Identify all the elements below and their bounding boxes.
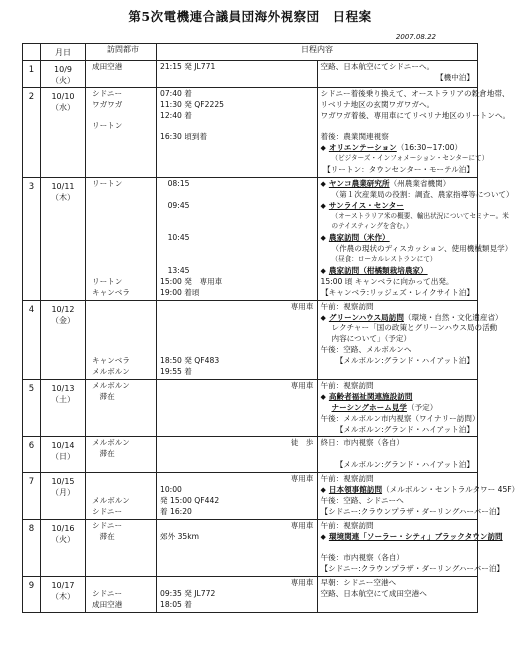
schedule-line: 【シドニー:クラウンプラザ・ダーリングハーバー泊】 (320, 564, 505, 574)
day-date (41, 87, 86, 177)
schedule-detail (317, 87, 511, 177)
schedule-line: 午後：メルボルン市内視察（ワイナリー訪問） (320, 413, 480, 423)
day-date (41, 473, 86, 520)
schedule-highlight: 高齢者福祉関連施設訪問 (328, 391, 413, 401)
date-line: 10/10 (51, 91, 75, 101)
city-line (92, 474, 153, 485)
city-line: リートン (92, 276, 123, 286)
time-line: 13:45 (160, 266, 190, 276)
time-line (160, 313, 314, 324)
time-transport (157, 519, 318, 576)
schedule-note: （環境・自然・文化遺産省） (403, 312, 503, 322)
city-line: メルボルン (92, 367, 130, 377)
day-date (41, 379, 86, 436)
date-line: （月） (51, 487, 75, 497)
date-line: 10/14 (51, 441, 75, 451)
schedule-line: 【機中泊】 (436, 72, 474, 82)
time-line: 18:50 発 QF483 (160, 356, 220, 366)
schedule-line (321, 143, 475, 154)
city-line (92, 313, 153, 324)
time-line: 11:30 発 QF2225 (160, 99, 224, 109)
time-line: 専用車 (290, 578, 314, 588)
city-line: 成田空港 (92, 599, 123, 609)
schedule-highlight: 農家訪問（柑橘類栽培農家） (328, 266, 428, 276)
schedule-line (321, 233, 475, 244)
time-line: 10:00 (160, 484, 182, 494)
header-no (23, 44, 41, 61)
city-line: メルボルン (92, 495, 130, 505)
visit-city (86, 519, 157, 576)
diamond-bullet-icon: ◆ (320, 201, 326, 210)
time-line: 16:30 頃到着 (160, 132, 208, 142)
schedule-detail (317, 61, 478, 88)
schedule-line: 午前：視察訪問 (320, 520, 374, 530)
time-line: 発 15:00 QF442 (160, 495, 220, 505)
schedule-line: 着後：農業関連視察 (320, 132, 389, 142)
day-row (23, 379, 478, 436)
visit-city (86, 61, 157, 88)
schedule-line: 空路、日本航空にてシドニーへ。 (320, 62, 435, 71)
time-line: 21:15 発 JL771 (160, 62, 216, 71)
schedule-line: （第１次産業局の役割：調査、農家指導等について） (331, 189, 514, 199)
city-line (92, 323, 153, 334)
schedule-line: 【キャンベラ:リッジェズ・レイクサイト泊】 (321, 287, 474, 297)
city-line: リートン (92, 121, 123, 131)
day-number: 7 (23, 473, 41, 520)
date-line: 10/17 (51, 581, 75, 591)
time-line: 09:45 (160, 200, 190, 210)
day-number: 3 (23, 177, 41, 300)
time-line: 07:40 着 (160, 88, 192, 98)
schedule-line: 終日：市内視察（各自） (320, 438, 405, 448)
schedule-line: ワガワガ着後、専用車にてリベリナ地区のリートンへ。 (320, 110, 511, 120)
schedule-note: （16:30~17:00） (396, 143, 463, 153)
schedule-line (321, 121, 475, 132)
time-line (160, 121, 314, 132)
city-line: ワガワガ (92, 99, 123, 109)
city-line (92, 201, 153, 212)
day-number: 2 (23, 87, 41, 177)
schedule-line (320, 312, 503, 324)
schedule-highlight: ナーシングホーム見学 (331, 402, 407, 412)
schedule-line: 【リートン：タウンセンター・モーテル泊】 (323, 165, 474, 175)
city-line (92, 485, 153, 496)
city-line (92, 233, 153, 244)
visit-city (86, 177, 157, 300)
schedule-line (321, 449, 475, 460)
city-line: リートン (92, 178, 123, 188)
schedule-line: 15:00 頃 キャンベラに向かって出発。 (320, 276, 454, 286)
day-date (41, 437, 86, 473)
schedule-line: レクチャー「国の政策とグリーンハウス局の活動 (331, 323, 498, 333)
city-line: キャンベラ (92, 287, 130, 297)
schedule-detail (317, 519, 505, 576)
schedule-line (321, 392, 475, 403)
date-line: （木） (51, 192, 75, 202)
city-line (92, 578, 153, 589)
date-line: 10/15 (51, 477, 75, 487)
date-line: （金） (51, 315, 75, 325)
day-date (41, 61, 86, 88)
schedule-line: （ビジターズ・インフォメーション・センターにて） (331, 154, 489, 163)
time-transport (157, 177, 318, 300)
date-line: 10/9 (54, 65, 72, 74)
time-transport (157, 61, 318, 88)
date-line: （火） (51, 534, 75, 544)
city-line (92, 244, 153, 255)
city-line (92, 334, 153, 345)
time-line: 10:45 (160, 233, 190, 243)
diamond-bullet-icon: ◆ (320, 144, 326, 153)
time-transport (157, 577, 318, 613)
schedule-line: 午前：視察訪問 (320, 301, 374, 311)
schedule-line (321, 179, 475, 190)
date-line: （土） (51, 394, 75, 404)
itinerary-table (22, 43, 519, 613)
schedule-line: 【メルボルン:グランド・ハイアット泊】 (335, 424, 474, 434)
time-line: 15:00 発 専用車 (160, 276, 223, 286)
time-line (160, 345, 314, 356)
city-line (92, 222, 153, 233)
diamond-bullet-icon: ◆ (320, 532, 326, 541)
time-line (160, 212, 314, 223)
schedule-line: 午前：視察訪問 (320, 474, 374, 484)
city-line: 成田空港 (92, 62, 123, 71)
schedule-line (321, 266, 475, 277)
schedule-line (321, 201, 475, 212)
time-line: 専用車 (290, 301, 314, 311)
city-line: 滞在 (92, 531, 115, 541)
header-day: 月日 (41, 44, 86, 61)
time-line (160, 255, 314, 266)
schedule-detail (317, 437, 478, 473)
schedule-detail (317, 177, 514, 300)
time-line: 08:15 (160, 178, 190, 188)
day-row (23, 577, 478, 613)
day-date (41, 177, 86, 300)
date-line: 10/12 (51, 304, 75, 314)
day-number: 4 (23, 300, 41, 379)
city-line: メルボルン (92, 438, 130, 448)
diamond-bullet-icon: ◆ (320, 313, 326, 322)
city-line: シドニー (92, 506, 123, 516)
city-line: 滞在 (92, 449, 115, 459)
date-line: （日） (51, 452, 75, 462)
date-line: 10/11 (51, 181, 75, 191)
day-row (23, 177, 478, 300)
city-line (92, 266, 153, 277)
city-line: キャンベラ (92, 356, 130, 366)
schedule-line: 【メルボルン:グランド・ハイアット泊】 (335, 460, 474, 470)
date-line: 10/13 (51, 383, 75, 393)
day-date (41, 519, 86, 576)
date-line: 10/16 (51, 523, 75, 533)
time-line: 19:00 着頃 (160, 287, 200, 297)
schedule-highlight: オリエンテーション (328, 143, 397, 153)
day-number: 8 (23, 519, 41, 576)
schedule-detail (317, 577, 478, 613)
time-transport (157, 87, 318, 177)
time-line: 専用車 (290, 520, 314, 530)
visit-city (86, 87, 157, 177)
time-line: 12:40 着 (160, 110, 192, 120)
city-line: 滞在 (92, 391, 115, 401)
diamond-bullet-icon: ◆ (320, 392, 326, 401)
schedule-line: リベリナ地区の玄関ワガワガへ。 (320, 99, 435, 109)
time-line: 着 16:20 (160, 506, 192, 516)
schedule-line (321, 542, 475, 553)
day-row (23, 473, 478, 520)
schedule-line (320, 531, 503, 543)
schedule-note: （予定） (406, 402, 438, 412)
schedule-highlight: サンライス・センター (328, 200, 404, 210)
time-line: 徒 歩 (290, 438, 314, 448)
schedule-line: 【シドニー:クラウンプラザ・ダーリングハーバー泊】 (320, 506, 505, 516)
time-line (160, 334, 314, 345)
date-line: （水） (51, 102, 75, 112)
day-date (41, 300, 86, 379)
schedule-line: 午前：視察訪問 (320, 380, 374, 390)
time-transport (157, 300, 318, 379)
diamond-bullet-icon: ◆ (320, 234, 326, 243)
header-row (23, 44, 478, 61)
schedule-line: 【メルボルン:グランド・ハイアット泊】 (335, 356, 474, 366)
day-row (23, 519, 478, 576)
city-line (92, 345, 153, 356)
schedule-line: 内容について」（予定） (331, 334, 412, 344)
schedule-highlight: 農家訪問（米作） (328, 233, 390, 243)
day-number: 5 (23, 379, 41, 436)
city-line: シドニー (92, 588, 123, 598)
day-number: 6 (23, 437, 41, 473)
city-line (92, 302, 153, 313)
schedule-line: （オーストラリア米の概要、輸出状況についてセミナー。米 (331, 211, 509, 220)
schedule-line: 早朝：シドニー空港へ (320, 578, 397, 588)
visit-city (86, 473, 157, 520)
schedule-detail (317, 473, 519, 520)
city-line (92, 212, 153, 223)
day-number: 1 (23, 61, 41, 88)
city-line (92, 190, 153, 201)
diamond-bullet-icon: ◆ (320, 485, 326, 494)
schedule-note: （州農業省機関） (389, 178, 451, 188)
day-row (23, 87, 478, 177)
schedule-line: シドニー着後乗り換えて、オーストラリアの穀倉地帯、 (320, 88, 510, 98)
date-line: （火） (51, 75, 75, 85)
date-line: （木） (51, 591, 75, 601)
visit-city (86, 437, 157, 473)
document-title: 第5次電機連合議員団海外視察団 日程案 (128, 9, 372, 24)
time-transport (157, 379, 318, 436)
schedule-detail (317, 300, 503, 379)
header-detail: 日程内容 (157, 44, 478, 61)
diamond-bullet-icon: ◆ (320, 267, 326, 276)
time-line (160, 222, 314, 233)
day-row (23, 300, 478, 379)
time-transport (157, 437, 318, 473)
schedule-highlight: 日本領事館訪問 (328, 484, 383, 494)
time-line: 09:35 発 JL772 (160, 588, 216, 598)
visit-city (86, 577, 157, 613)
schedule-line: のテイスティングを含む。） (331, 222, 413, 231)
visit-city (86, 300, 157, 379)
day-date (41, 577, 86, 613)
schedule-line: 空路、日本航空にて成田空港へ (320, 588, 427, 598)
day-number: 9 (23, 577, 41, 613)
time-transport (157, 473, 318, 520)
city-line: シドニー (92, 88, 123, 98)
schedule-highlight: ヤンコ農業研究所 (328, 178, 390, 188)
city-line: シドニー (92, 520, 123, 530)
day-row (23, 437, 478, 473)
document-date: 2007.08.22 (395, 33, 436, 41)
schedule-highlight: 環境関連「ソーラー・シティ」ブラックタウン訪問 (328, 531, 503, 541)
city-line: メルボルン (92, 380, 130, 390)
time-line: 専用車 (290, 474, 314, 484)
schedule-line: 午後：空路、メルボルンへ (320, 345, 412, 355)
diamond-bullet-icon: ◆ (320, 179, 326, 188)
day-row (23, 61, 478, 88)
time-line (160, 190, 314, 201)
schedule-line (321, 403, 475, 414)
schedule-line: （昼食：ローカルレストランにて） (331, 255, 437, 264)
time-line: 専用車 (290, 380, 314, 390)
visit-city (86, 379, 157, 436)
time-line (160, 244, 314, 255)
time-line: 郊外 35km (160, 531, 200, 541)
schedule-line: 午後：空路、シドニーへ (320, 495, 404, 505)
schedule-highlight: グリーンハウス局訪問 (328, 312, 404, 322)
schedule-line: 午後：市内視察（各自） (320, 553, 405, 563)
time-line: 18:05 着 (160, 599, 192, 609)
time-line: 19:55 着 (160, 367, 192, 377)
schedule-detail (317, 379, 478, 436)
time-line (160, 323, 314, 334)
city-line (92, 111, 153, 122)
schedule-line (321, 600, 475, 611)
city-line (92, 255, 153, 266)
schedule-line (320, 484, 519, 496)
schedule-line: （作農の現状のディスカッション、使用機械類見学） (331, 244, 513, 254)
schedule-note: （メルボルン・セントラルタワー 45F） (382, 484, 519, 494)
header-city: 訪問都市 (86, 44, 157, 61)
